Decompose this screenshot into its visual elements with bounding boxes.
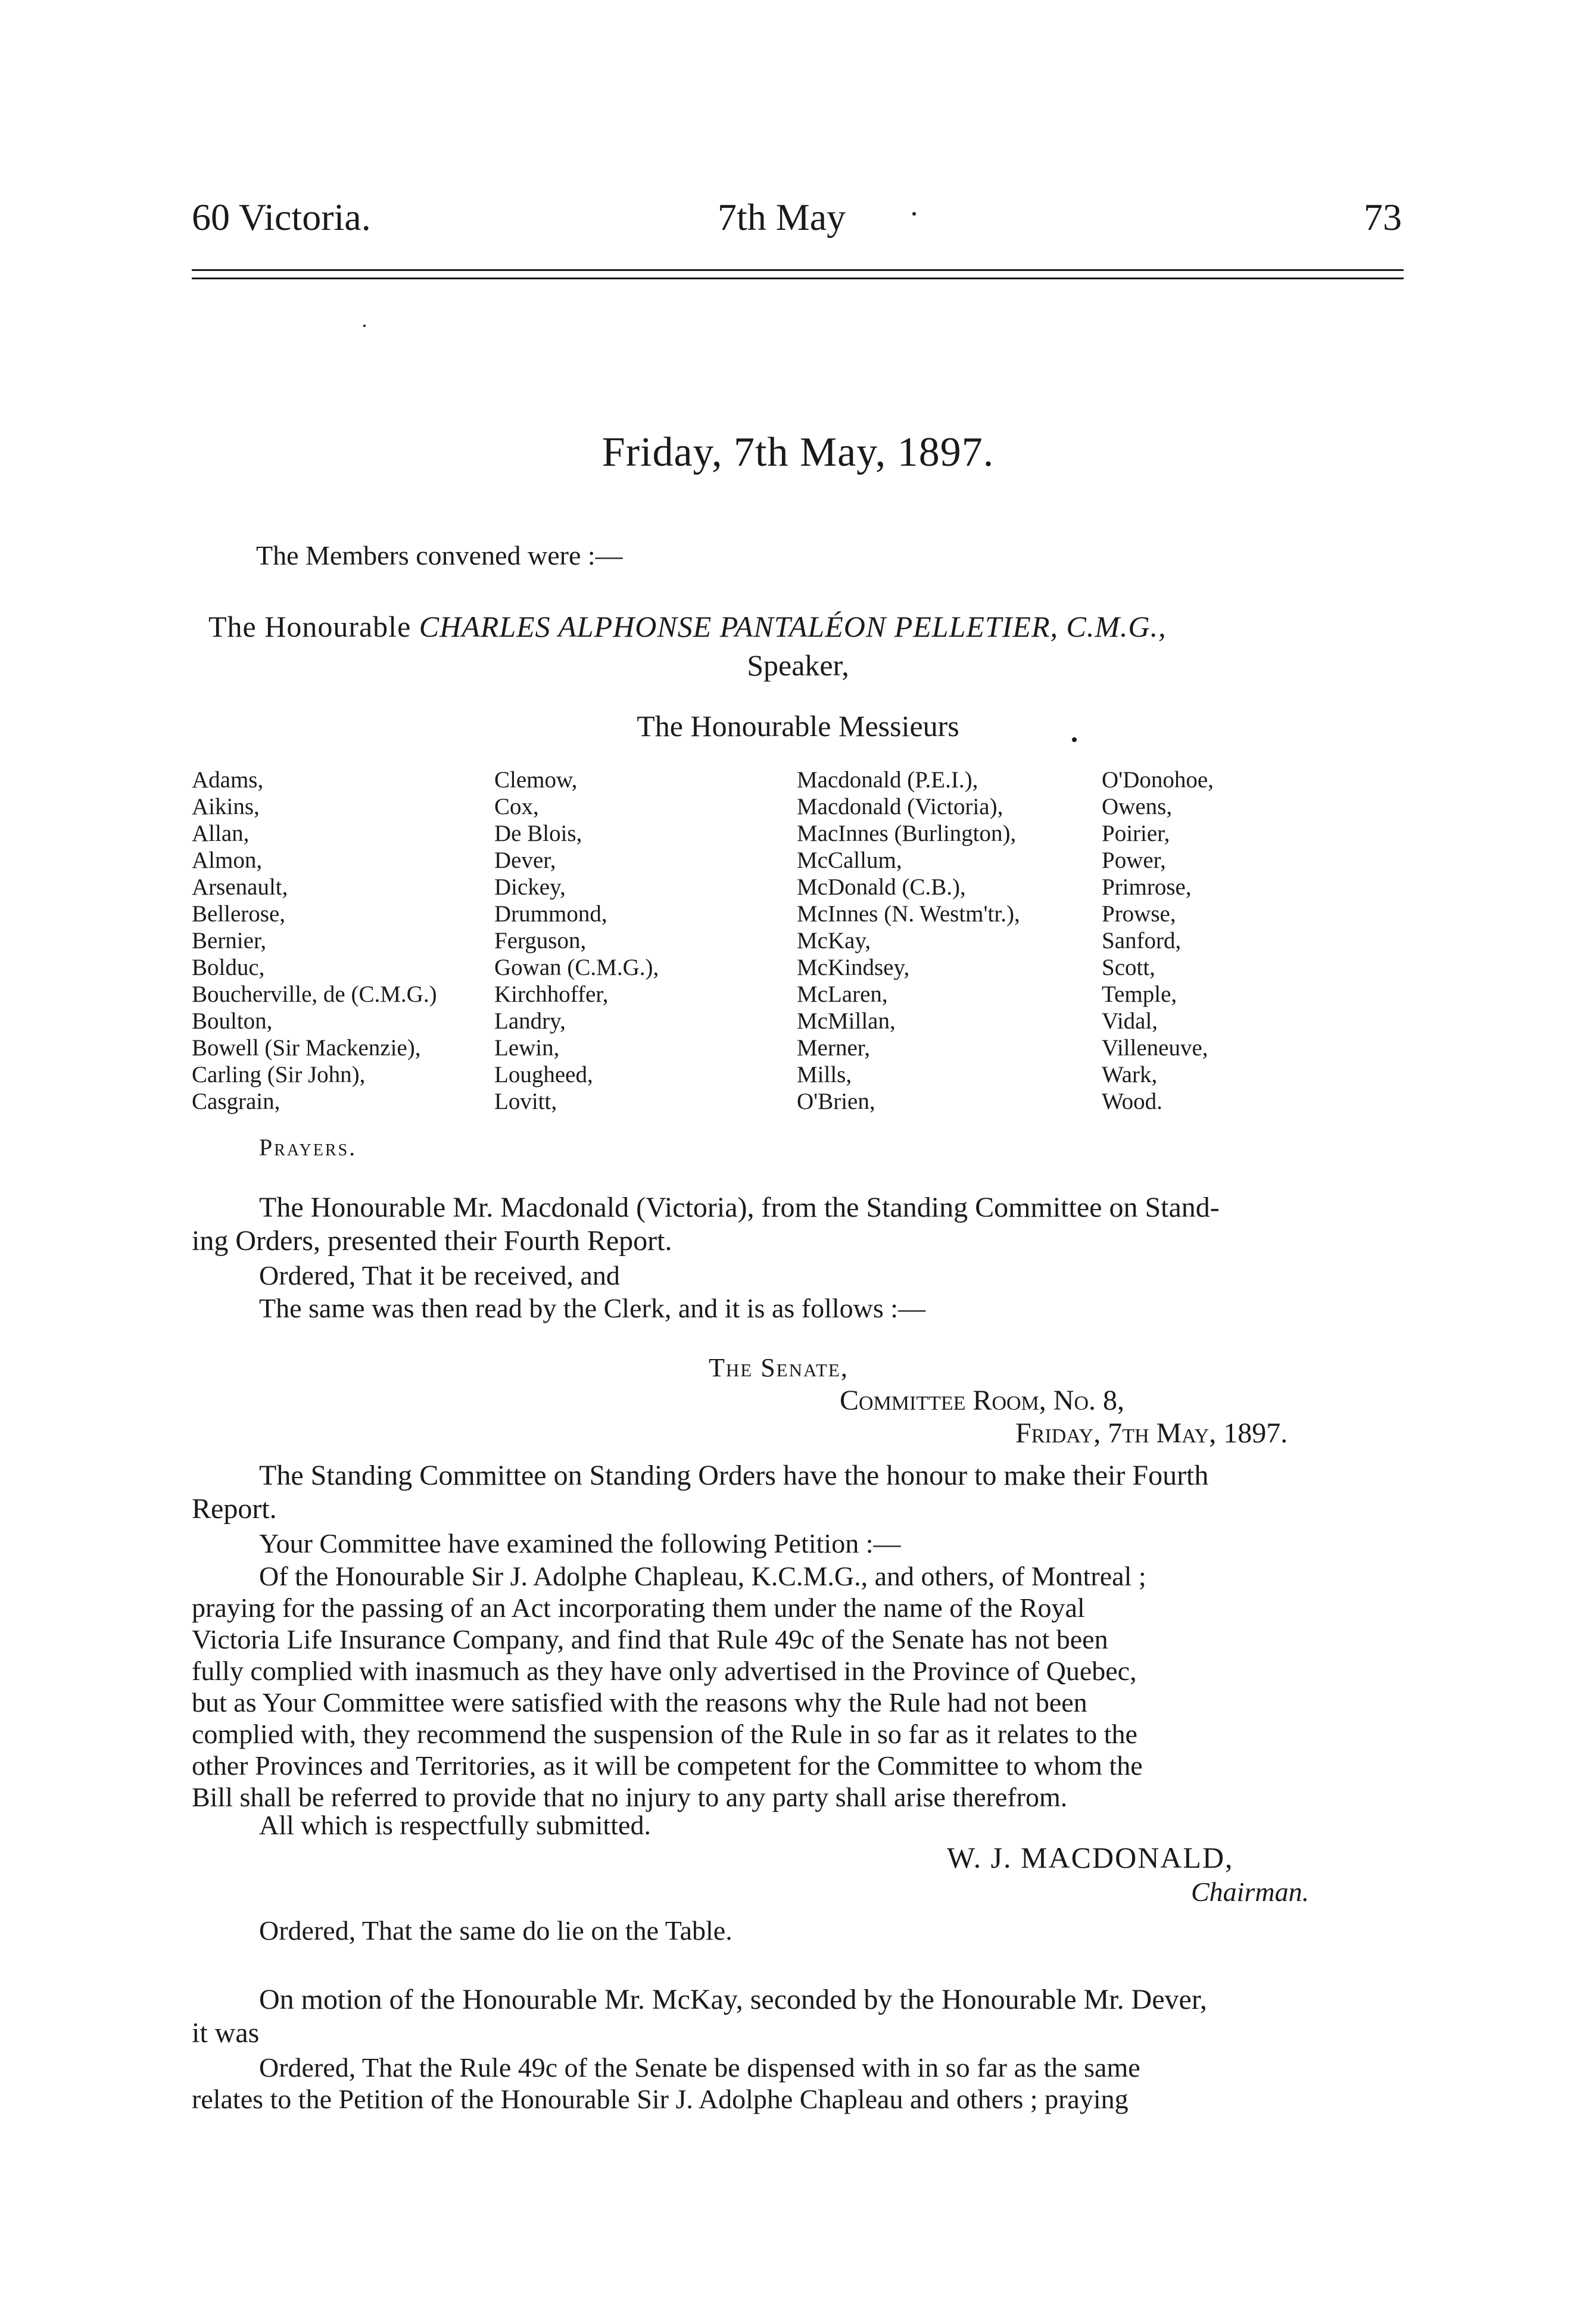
petition-paragraph	[192, 1560, 1419, 1813]
chairman-signature: W. J. MACDONALD,	[947, 1841, 1234, 1874]
senator-name: MacInnes (Burlington),	[797, 821, 1017, 846]
header-rule-bottom	[192, 278, 1404, 279]
senator-name: Bellerose,	[192, 901, 286, 927]
senator-name: O'Brien,	[797, 1089, 875, 1114]
text-line: fully complied with inasmuch as they have only advertised in the Province of Quebec,	[192, 1656, 1137, 1686]
speaker-name: CHARLES ALPHONSE PANTALÉON PELLETIER, C.M.G.,	[419, 610, 1167, 643]
running-date: 7th May	[718, 196, 846, 238]
respectfully-submitted: All which is respectfully submitted.	[259, 1810, 651, 1840]
text-line: Report.	[192, 1493, 277, 1525]
text-line: complied with, they recommend the suspension of the Rule in so far as it relates to the	[192, 1719, 1137, 1749]
senator-name: Poirier,	[1102, 821, 1170, 846]
senator-name: Merner,	[797, 1035, 870, 1061]
senator-name: Temple,	[1102, 981, 1177, 1007]
senator-name: Bowell (Sir Mackenzie),	[192, 1035, 421, 1061]
report-senate-heading: The Senate,	[709, 1353, 849, 1382]
senator-list-column-2	[494, 766, 659, 1115]
stray-mark	[912, 212, 916, 216]
report-date: Friday, 7th May, 1897.	[1015, 1417, 1288, 1449]
text-line: On motion of the Honourable Mr. McKay, seconded by the Honourable Mr. Dever,	[259, 1984, 1207, 2015]
senator-name: Power,	[1102, 847, 1166, 873]
senator-name: McInnes (N. Westm'tr.),	[797, 901, 1020, 927]
senator-name: Lovitt,	[494, 1089, 557, 1114]
senator-name: Sanford,	[1102, 928, 1182, 953]
senator-name: Aikins,	[192, 794, 260, 819]
text-line: The Honourable Mr. Macdonald (Victoria), from the Standing Committee on Stand-	[259, 1192, 1220, 1223]
chairman-title: Chairman.	[1191, 1877, 1310, 1907]
text-line: The Standing Committee on Standing Orders have the honour to make their Fourth	[259, 1460, 1209, 1491]
speaker-line	[208, 610, 1435, 643]
senator-name: Scott,	[1102, 955, 1155, 980]
senator-name: Arsenault,	[192, 874, 288, 900]
text-line: Of the Honourable Sir J. Adolphe Chapleau, K.C.M.G., and others, of Montreal ;	[259, 1561, 1146, 1591]
text-line: other Provinces and Territories, as it will be competent for the Committee to whom the	[192, 1750, 1143, 1781]
senator-name: McKay,	[797, 928, 871, 953]
senator-name: Macdonald (P.E.I.),	[797, 767, 978, 793]
report-examined: Your Committee have examined the following Petition :—	[259, 1528, 901, 1559]
senator-name: Owens,	[1102, 794, 1173, 819]
senator-name: Macdonald (Victoria),	[797, 794, 1003, 819]
senator-name: Dickey,	[494, 874, 566, 900]
senator-name: Primrose,	[1102, 874, 1192, 900]
senator-name: Bernier,	[192, 928, 267, 953]
senator-name: Vidal,	[1102, 1008, 1158, 1034]
senator-name: McMillan,	[797, 1008, 896, 1034]
senator-name: Wood.	[1102, 1089, 1162, 1114]
day-heading: Friday, 7th May, 1897.	[601, 429, 995, 475]
motion-order-paragraph	[192, 2052, 1419, 2115]
senator-name: Kirchhoffer,	[494, 981, 609, 1007]
senator-name: Wark,	[1102, 1062, 1158, 1087]
read-by-clerk: The same was then read by the Clerk, and it is as follows :—	[259, 1293, 926, 1323]
senator-name: McKindsey,	[797, 955, 910, 980]
speaker-prefix: The Honourable	[208, 610, 412, 643]
senator-name: Lewin,	[494, 1035, 560, 1061]
text-line: Ordered, That the Rule 49c of the Senate be dispensed with in so far as the same	[259, 2052, 1140, 2083]
speaker-role: Speaker,	[747, 649, 849, 682]
stray-mark	[363, 325, 366, 327]
report-intro	[192, 1459, 1419, 1526]
senator-name: Landry,	[494, 1008, 566, 1034]
senator-name: Casgrain,	[192, 1089, 280, 1114]
senator-name: Villeneuve,	[1102, 1035, 1208, 1061]
text-line: Bill shall be referred to provide that no injury to any party shall arise therefrom.	[192, 1782, 1068, 1812]
senator-name: Cox,	[494, 794, 539, 819]
messieurs-heading: The Honourable Messieurs	[637, 709, 959, 743]
senator-name: Lougheed,	[494, 1062, 593, 1087]
table-order: Ordered, That the same do lie on the Table.	[259, 1915, 732, 1946]
text-line: ing Orders, presented their Fourth Report.	[192, 1225, 672, 1257]
senator-name: McLaren,	[797, 981, 888, 1007]
senator-name: Boucherville, de (C.M.G.)	[192, 981, 437, 1007]
senator-name: Carling (Sir John),	[192, 1062, 366, 1087]
text-line: relates to the Petition of the Honourable Sir J. Adolphe Chapleau and others ; praying	[192, 2084, 1129, 2114]
senator-name: Prowse,	[1102, 901, 1176, 927]
members-convened: The Members convened were :—	[256, 540, 623, 571]
header-rule-top	[192, 269, 1404, 271]
senator-name: O'Donohoe,	[1102, 767, 1214, 793]
text-line: but as Your Committee were satisfied with the reasons why the Rule had not been	[192, 1687, 1087, 1718]
ordered-received: Ordered, That it be received, and	[259, 1260, 620, 1291]
session-label: 60 Victoria.	[192, 196, 371, 238]
senator-name: Gowan (C.M.G.),	[494, 955, 659, 980]
senator-name: Bolduc,	[192, 955, 265, 980]
text-line: Victoria Life Insurance Company, and find that Rule 49c of the Senate has not been	[192, 1624, 1108, 1654]
senator-name: Ferguson,	[494, 928, 587, 953]
senator-name: Dever,	[494, 847, 556, 873]
report-committee-room: Committee Room, No. 8,	[840, 1385, 1125, 1416]
senator-name: Allan,	[192, 821, 250, 846]
stray-mark	[1072, 737, 1077, 742]
senator-name: Mills,	[797, 1062, 852, 1087]
senator-list-column-3	[797, 766, 1020, 1115]
senator-name: Almon,	[192, 847, 263, 873]
senator-list-column-1	[192, 766, 437, 1115]
senator-name: McDonald (C.B.),	[797, 874, 966, 900]
page-number: 73	[1364, 196, 1402, 238]
text-line: praying for the passing of an Act incorporating them under the name of the Royal	[192, 1593, 1085, 1623]
senator-name: Adams,	[192, 767, 264, 793]
senator-list-column-4	[1102, 766, 1214, 1115]
senator-name: McCallum,	[797, 847, 902, 873]
senator-name: De Blois,	[494, 821, 582, 846]
motion-paragraph	[192, 1983, 1419, 2050]
senator-name: Drummond,	[494, 901, 607, 927]
presentation-paragraph	[192, 1191, 1419, 1258]
prayers-heading: Prayers.	[259, 1134, 357, 1161]
text-line: it was	[192, 2017, 260, 2049]
senator-name: Boulton,	[192, 1008, 273, 1034]
senator-name: Clemow,	[494, 767, 578, 793]
